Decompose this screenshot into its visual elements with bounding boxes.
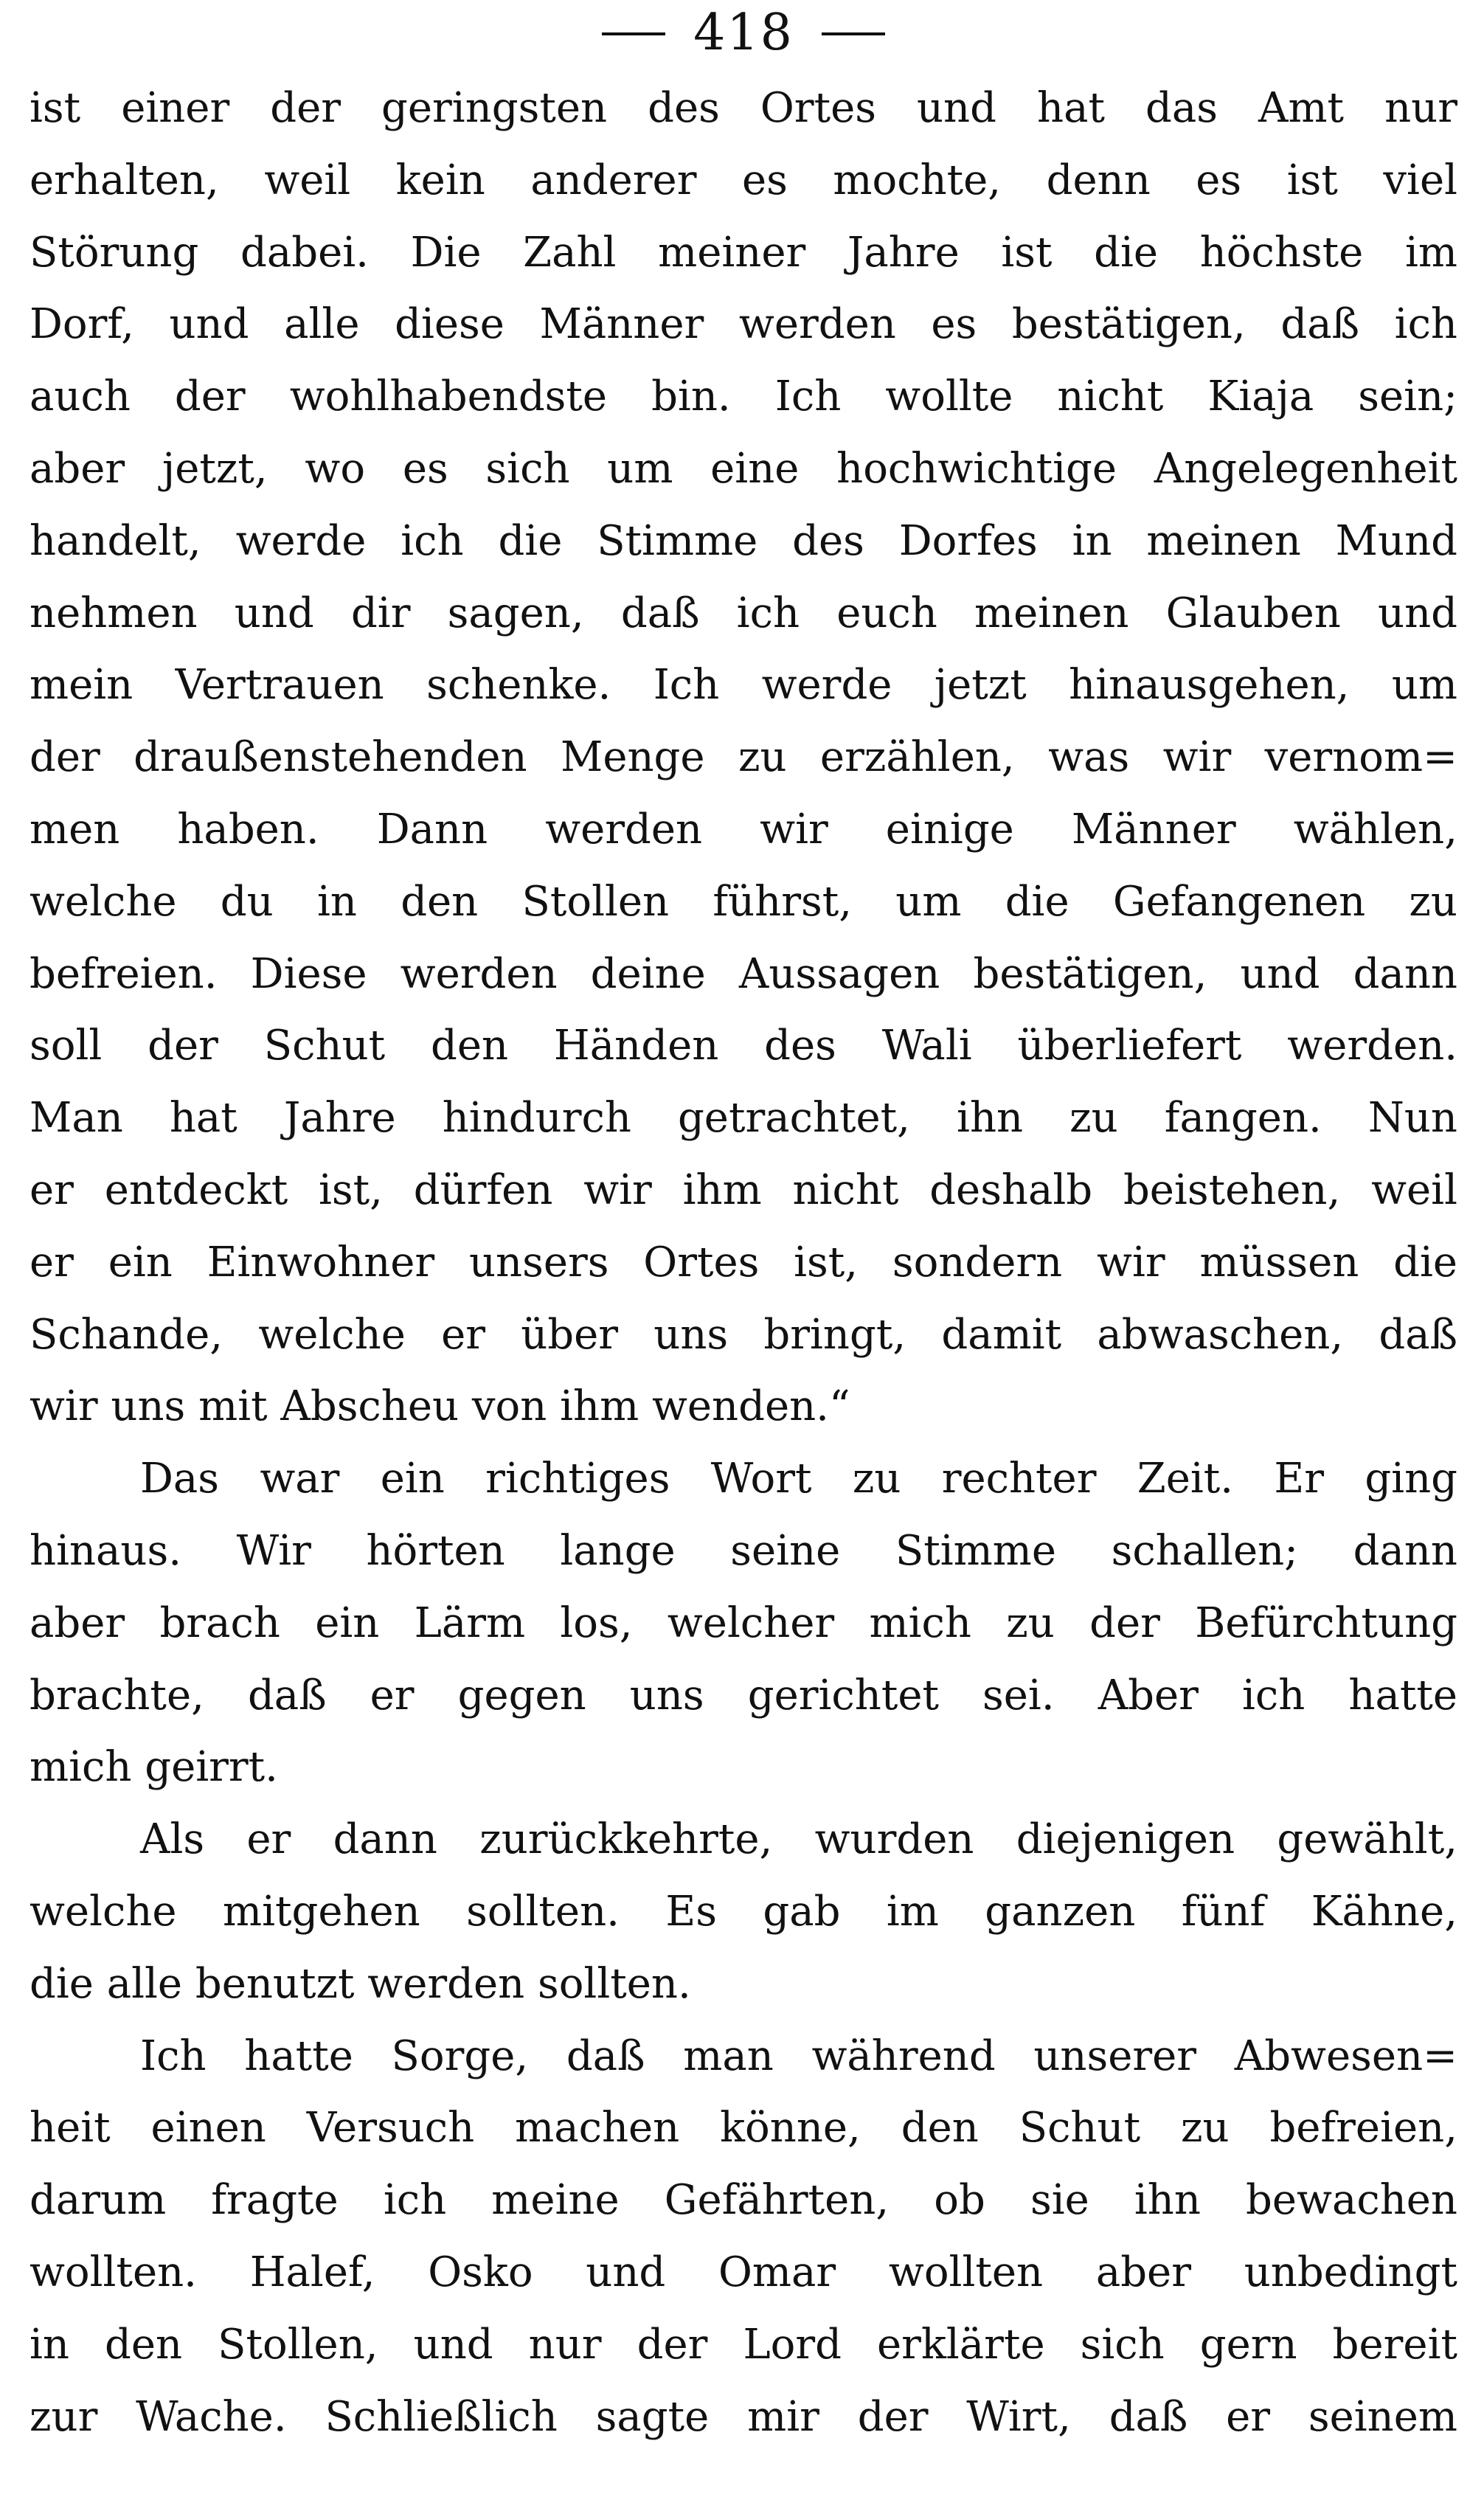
text-line: er entdeckt ist, dürfen wir ihm nicht deshalb beistehen, weil xyxy=(30,1166,1457,1214)
text-line: Man hat Jahre hindurch getrachtet, ihn zu fangen. Nun xyxy=(30,1094,1457,1143)
text-line: nehmen und dir sagen, daß ich euch meinen Glauben und xyxy=(30,589,1457,637)
text-line: der draußenstehenden Menge zu erzählen, was wir vernom= xyxy=(30,733,1457,782)
text-line: handelt, werde ich die Stimme des Dorfes in meinen Mund xyxy=(30,516,1457,565)
text-line: brachte, daß er gegen uns gerichtet sei. Aber ich hatte xyxy=(30,1671,1457,1719)
text-line: zur Wache. Schließlich sagte mir der Wirt, daß er seinem xyxy=(30,2392,1457,2441)
text-line: Dorf, und alle diese Männer werden es bestätigen, daß ich xyxy=(30,300,1457,349)
body-text xyxy=(30,72,1457,2453)
text-line: Schande, welche er über uns bringt, damit abwaschen, daß xyxy=(30,1310,1457,1359)
text-line: aber brach ein Lärm los, welcher mich zu der Befürchtung xyxy=(30,1599,1457,1647)
text-line: heit einen Versuch machen könne, den Schut zu befreien, xyxy=(30,2104,1457,2152)
text-line: aber jetzt, wo es sich um eine hochwichtige Angelegenheit xyxy=(30,444,1457,493)
text-line: die alle benutzt werden sollten. xyxy=(30,1959,691,2008)
text-line: ist einer der geringsten des Ortes und hat das Amt nur xyxy=(30,84,1457,132)
page-header xyxy=(30,0,1457,72)
text-line: erhalten, weil kein anderer es mochte, denn es ist viel xyxy=(30,156,1457,204)
header-dash-left xyxy=(602,32,665,35)
header-dash-right xyxy=(822,32,885,35)
text-line: Ich hatte Sorge, daß man während unserer Abwesen= xyxy=(140,2032,1457,2080)
page-number: 418 xyxy=(693,4,794,62)
text-line: mich geirrt. xyxy=(30,1743,278,1792)
text-line: befreien. Diese werden deine Aussagen bestätigen, und dann xyxy=(30,949,1457,998)
text-line: darum fragte ich meine Gefährten, ob sie ihn bewachen xyxy=(30,2176,1457,2225)
text-line: wollten. Halef, Osko und Omar wollten aber unbedingt xyxy=(30,2248,1457,2296)
text-line: Als er dann zurückkehrte, wurden diejenigen gewählt, xyxy=(140,1815,1457,1864)
text-line: welche du in den Stollen führst, um die Gefangenen zu xyxy=(30,877,1457,926)
text-line: wir uns mit Abscheu von ihm wenden.“ xyxy=(30,1382,850,1431)
text-line: auch der wohlhabendste bin. Ich wollte nicht Kiaja sein; xyxy=(30,373,1457,421)
text-line: soll der Schut den Händen des Wali überliefert werden. xyxy=(30,1022,1457,1070)
text-line: men haben. Dann werden wir einige Männer wählen, xyxy=(30,805,1457,853)
text-line: mein Vertrauen schenke. Ich werde jetzt hinausgehen, um xyxy=(30,661,1457,710)
text-line: er ein Einwohner unsers Ortes ist, sondern wir müssen die xyxy=(30,1238,1457,1286)
text-line: Das war ein richtiges Wort zu rechter Zeit. Er ging xyxy=(140,1455,1457,1503)
text-line: in den Stollen, und nur der Lord erklärte sich gern bereit xyxy=(30,2320,1457,2369)
text-line: Störung dabei. Die Zahl meiner Jahre ist die höchste im xyxy=(30,228,1457,277)
text-line: welche mitgehen sollten. Es gab im ganzen fünf Kähne, xyxy=(30,1887,1457,1936)
text-line: hinaus. Wir hörten lange seine Stimme schallen; dann xyxy=(30,1526,1457,1575)
